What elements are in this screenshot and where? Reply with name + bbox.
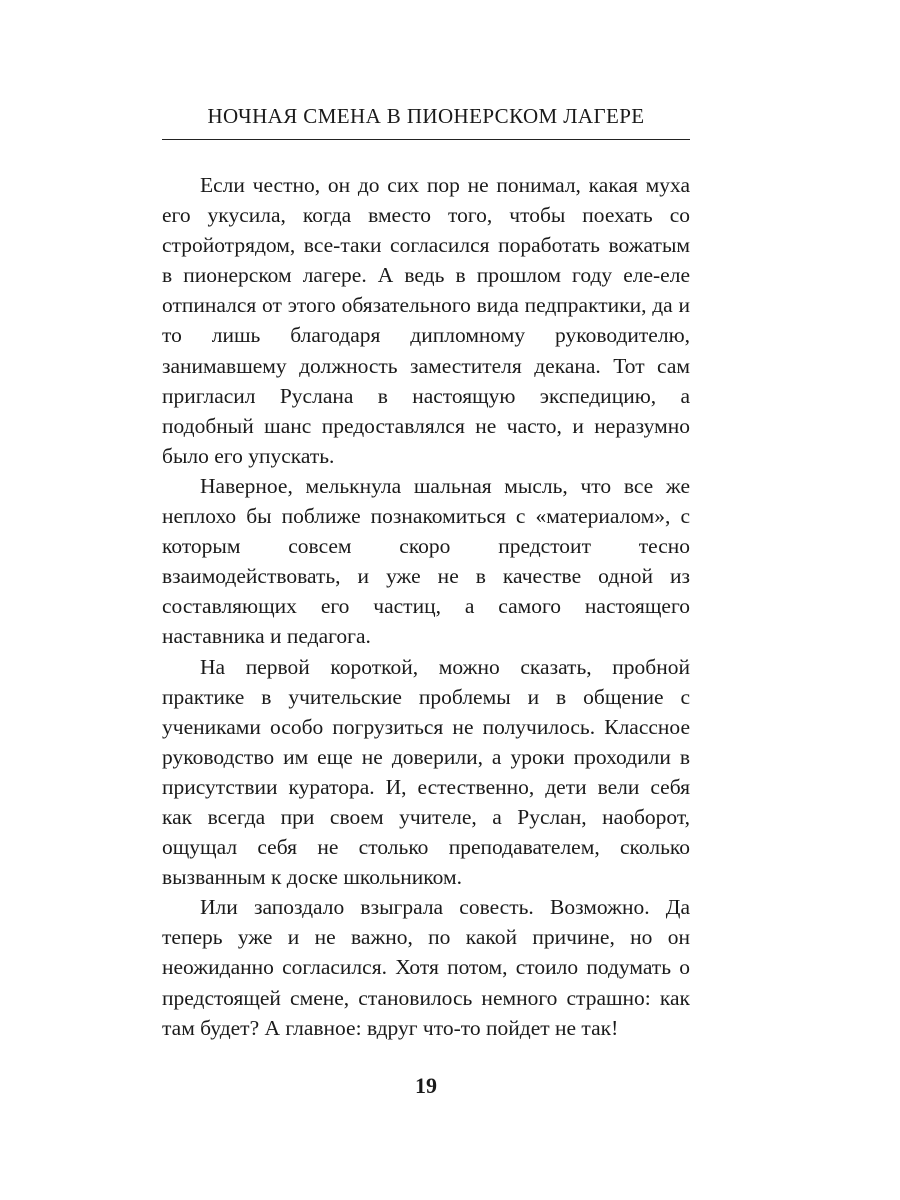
paragraph: Если честно, он до сих пор не понимал, какая муха его укусила, когда вместо того, чтобы поехать со стройотрядом, все-таки согласился поработать вожатым в пионерском лагере. А ведь в прошлом году еле-еле отпинался от этого обязательного вида педпрактики, да и то лишь благодаря дипломному руководителю, занимавшему должность заместителя декана. Тот сам пригласил Руслана в настоящую экспедицию, а подобный шанс предоставлялся не часто, и неразумно было его упускать. [162,173,690,468]
header-rule [162,139,690,140]
page-number: 19 [415,1073,437,1098]
paragraph: Наверное, мелькнула шальная мысль, что все же неплохо бы поближе познакомиться с «материалом», с которым совсем скоро предстоит тесно взаимодействовать, и уже не в качестве одной из составляющих его частиц, а самого настоящего наставника и педагога. [162,473,690,649]
paragraph: На первой короткой, можно сказать, пробной практике в учительские проблемы и в общение с учениками особо погрузиться не получилось. Классное руководство им еще не доверили, а уроки проходили в присутствии куратора. И, естественно, дети вели себя как всегда при своем учителе, а Руслан, наоборот, ощущал себя не столько преподавателем, сколько вызванным к доске школьником. [162,654,690,890]
body-text [162,170,690,1043]
paragraph: Или запоздало взыграла совесть. Возможно. Да теперь уже и не важно, по какой причине, но он неожиданно согласился. Хотя потом, стоило подумать о предстоящей смене, становилось немного страшно: как там будет? А главное: вдруг что-то пойдет не так! [162,895,690,1040]
running-head-title: НОЧНАЯ СМЕНА В ПИОНЕРСКОМ ЛАГЕРЕ [207,104,645,128]
